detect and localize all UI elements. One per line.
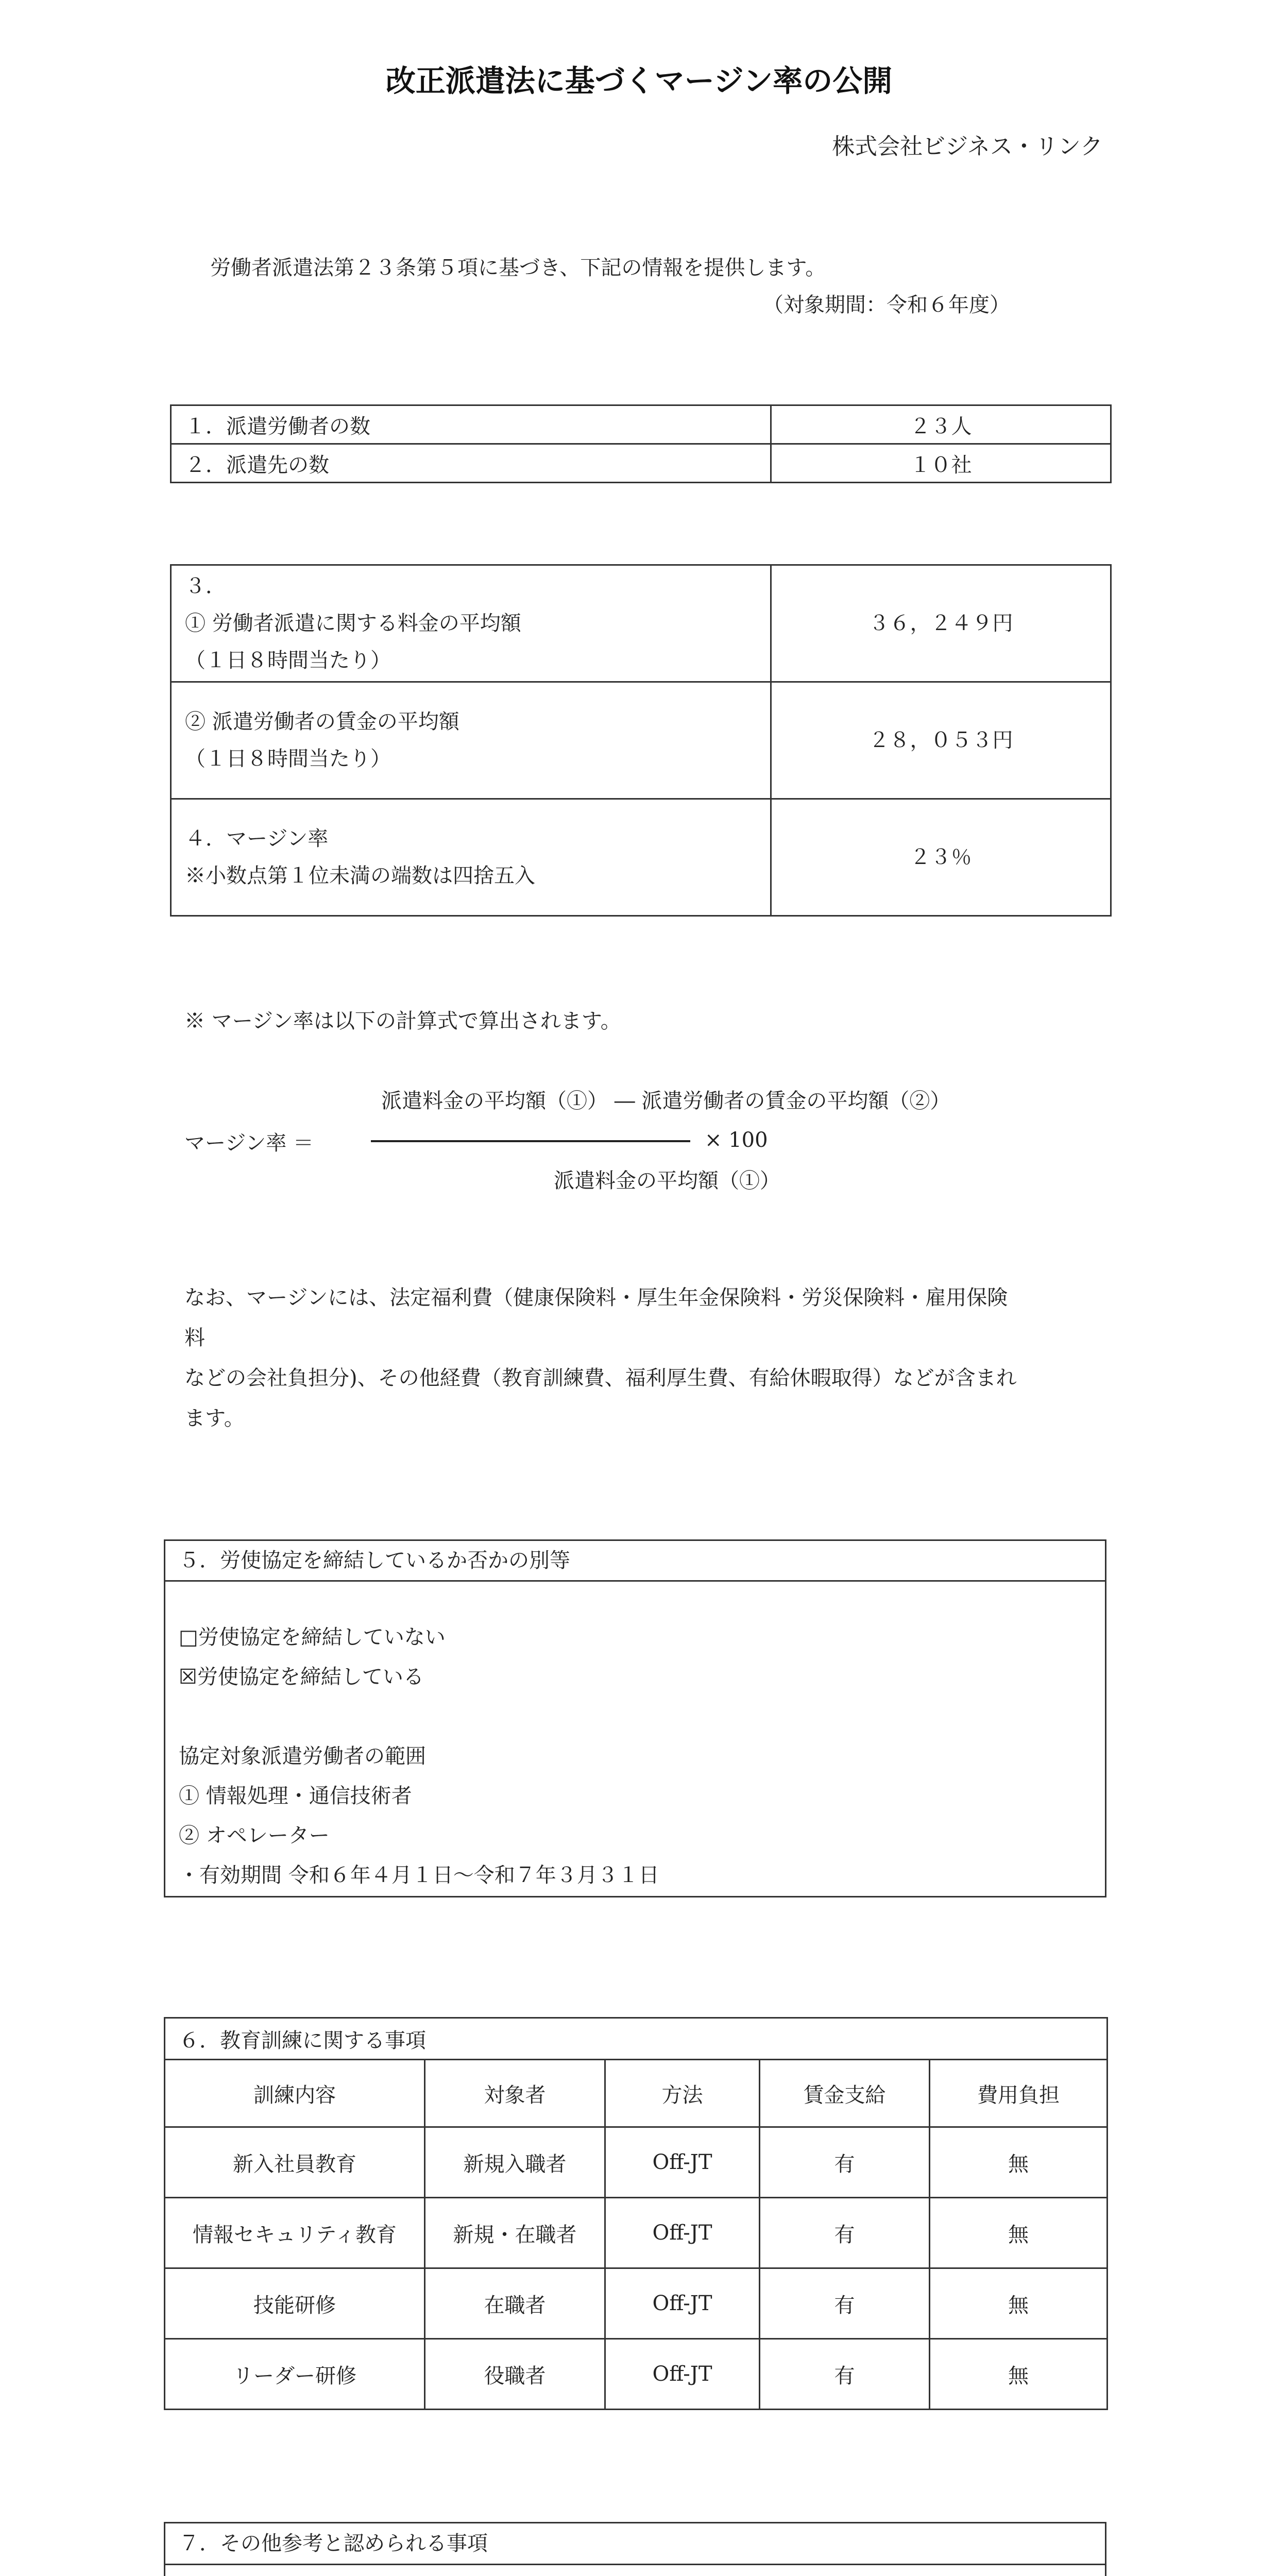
table-cell: リーダー研修	[165, 2339, 425, 2410]
margin-footnote	[184, 1278, 1117, 1438]
column-header: 費用負担	[930, 2060, 1107, 2127]
table-cell: 新規入職者	[425, 2127, 605, 2198]
formula-multiplier: × 100	[705, 1128, 768, 1152]
table-row	[171, 799, 1111, 916]
other-matters-section	[164, 2522, 1106, 2576]
margin-rate-value: ２３％	[771, 799, 1111, 916]
scope-item: ② オペレーター	[179, 1824, 330, 1848]
footnote-line: などの会社負担分)、その他経費（教育訓練費、福利厚生費、有給休暇取得）などが含まれ	[184, 1366, 1017, 1390]
table-cell: Off-JT	[605, 2339, 760, 2410]
average-fee-label	[171, 565, 771, 682]
average-wage-note: （１日８時間当たり）	[185, 747, 391, 771]
checkbox-not-concluded: □労使協定を締結していない	[179, 1625, 446, 1649]
table-cell: 有	[760, 2127, 930, 2198]
average-wage-text: ② 派遣労働者の賃金の平均額	[185, 710, 459, 734]
target-period: （対象期間：令和６年度）	[763, 293, 1010, 317]
table-caption-row	[165, 2018, 1107, 2060]
table-cell: 無	[930, 2198, 1107, 2268]
formula-denominator: 派遣料金の平均額（①）	[554, 1169, 780, 1193]
footnote-line: なお、マージンには、法定福利費（健康保険料・厚生年金保険料・労災保険料・雇用保険	[184, 1286, 1008, 1310]
table-cell: 有	[760, 2339, 930, 2410]
table-cell: 有	[760, 2268, 930, 2339]
column-header: 方法	[605, 2060, 760, 2127]
average-fee-text: ① 労働者派遣に関する料金の平均額	[185, 612, 521, 635]
validity-period: ・有効期間 令和６年４月１日～令和７年３月３１日	[179, 1863, 659, 1887]
average-wage-value: ２８，０５３円	[771, 682, 1111, 799]
formula-numerator: 派遣料金の平均額（①） ― 派遣労働者の賃金の平均額（②）	[381, 1089, 951, 1113]
table-row	[171, 565, 1111, 682]
labor-agreement-section	[164, 1539, 1106, 1897]
average-fee-note: （１日８時間当たり）	[185, 649, 391, 672]
page-title: 改正派遣法に基づくマージン率の公開	[385, 63, 893, 98]
fraction-bar	[371, 1140, 690, 1142]
table-cell: 無	[930, 2127, 1107, 2198]
company-name: 株式会社ビジネス・リンク	[832, 133, 1103, 160]
margin-rate-label	[171, 799, 771, 916]
table-cell: 有	[760, 2198, 930, 2268]
table-row	[171, 405, 1111, 444]
table-cell: 新入社員教育	[165, 2127, 425, 2198]
scope-item: ① 情報処理・通信技術者	[179, 1784, 412, 1808]
other-matters-text	[165, 2565, 1105, 2576]
table-cell: Off-JT	[605, 2268, 760, 2339]
dispatched-workers-value: ２３人	[771, 405, 1111, 444]
table-cell: Off-JT	[605, 2198, 760, 2268]
section-header: ５．労使協定を締結しているか否かの別等	[165, 1541, 1105, 1582]
training-table	[164, 2017, 1108, 2410]
table-cell: Off-JT	[605, 2127, 760, 2198]
margin-rate-text: ４．マージン率	[185, 827, 329, 851]
basic-info-table	[170, 404, 1112, 483]
table-cell: 役職者	[425, 2339, 605, 2410]
table-row	[165, 2268, 1107, 2339]
table-cell: 無	[930, 2268, 1107, 2339]
table-header-row	[165, 2060, 1107, 2127]
client-count-label: ２．派遣先の数	[171, 444, 771, 483]
footnote-line: ます。	[184, 1406, 245, 1430]
column-header: 対象者	[425, 2060, 605, 2127]
average-wage-label	[171, 682, 771, 799]
table-cell: 情報セキュリティ教育	[165, 2198, 425, 2268]
footnote-line: 料	[184, 1326, 205, 1350]
checkbox-concluded: ☒労使協定を締結している	[179, 1665, 424, 1689]
table-cell: 在職者	[425, 2268, 605, 2339]
table-row	[165, 2339, 1107, 2410]
table-cell: 新規・在職者	[425, 2198, 605, 2268]
scope-title: 協定対象派遣労働者の範囲	[179, 1744, 426, 1768]
table-row	[165, 2127, 1107, 2198]
table-row	[171, 444, 1111, 483]
table-cell: 技能研修	[165, 2268, 425, 2339]
section-header: ６．教育訓練に関する事項	[165, 2018, 1107, 2060]
intro-text: 労働者派遣法第２３条第５項に基づき、下記の情報を提供します。	[210, 256, 826, 280]
table-row	[165, 2198, 1107, 2268]
client-count-value: １０社	[771, 444, 1111, 483]
average-fee-value: ３６，２４９円	[771, 565, 1111, 682]
formula-label: マージン率 ＝	[184, 1131, 314, 1155]
table-row	[171, 682, 1111, 799]
dispatched-workers-label: １．派遣労働者の数	[171, 405, 771, 444]
table-cell: 無	[930, 2339, 1107, 2410]
margin-table	[170, 564, 1112, 917]
section-number: ３．	[185, 574, 226, 598]
column-header: 訓練内容	[165, 2060, 425, 2127]
column-header: 賃金支給	[760, 2060, 930, 2127]
formula-note: ※ マージン率は以下の計算式で算出されます。	[184, 1009, 621, 1033]
rounding-note: ※小数点第１位未満の端数は四捨五入	[185, 864, 535, 888]
section-header: ７．その他参考と認められる事項	[165, 2523, 1105, 2565]
